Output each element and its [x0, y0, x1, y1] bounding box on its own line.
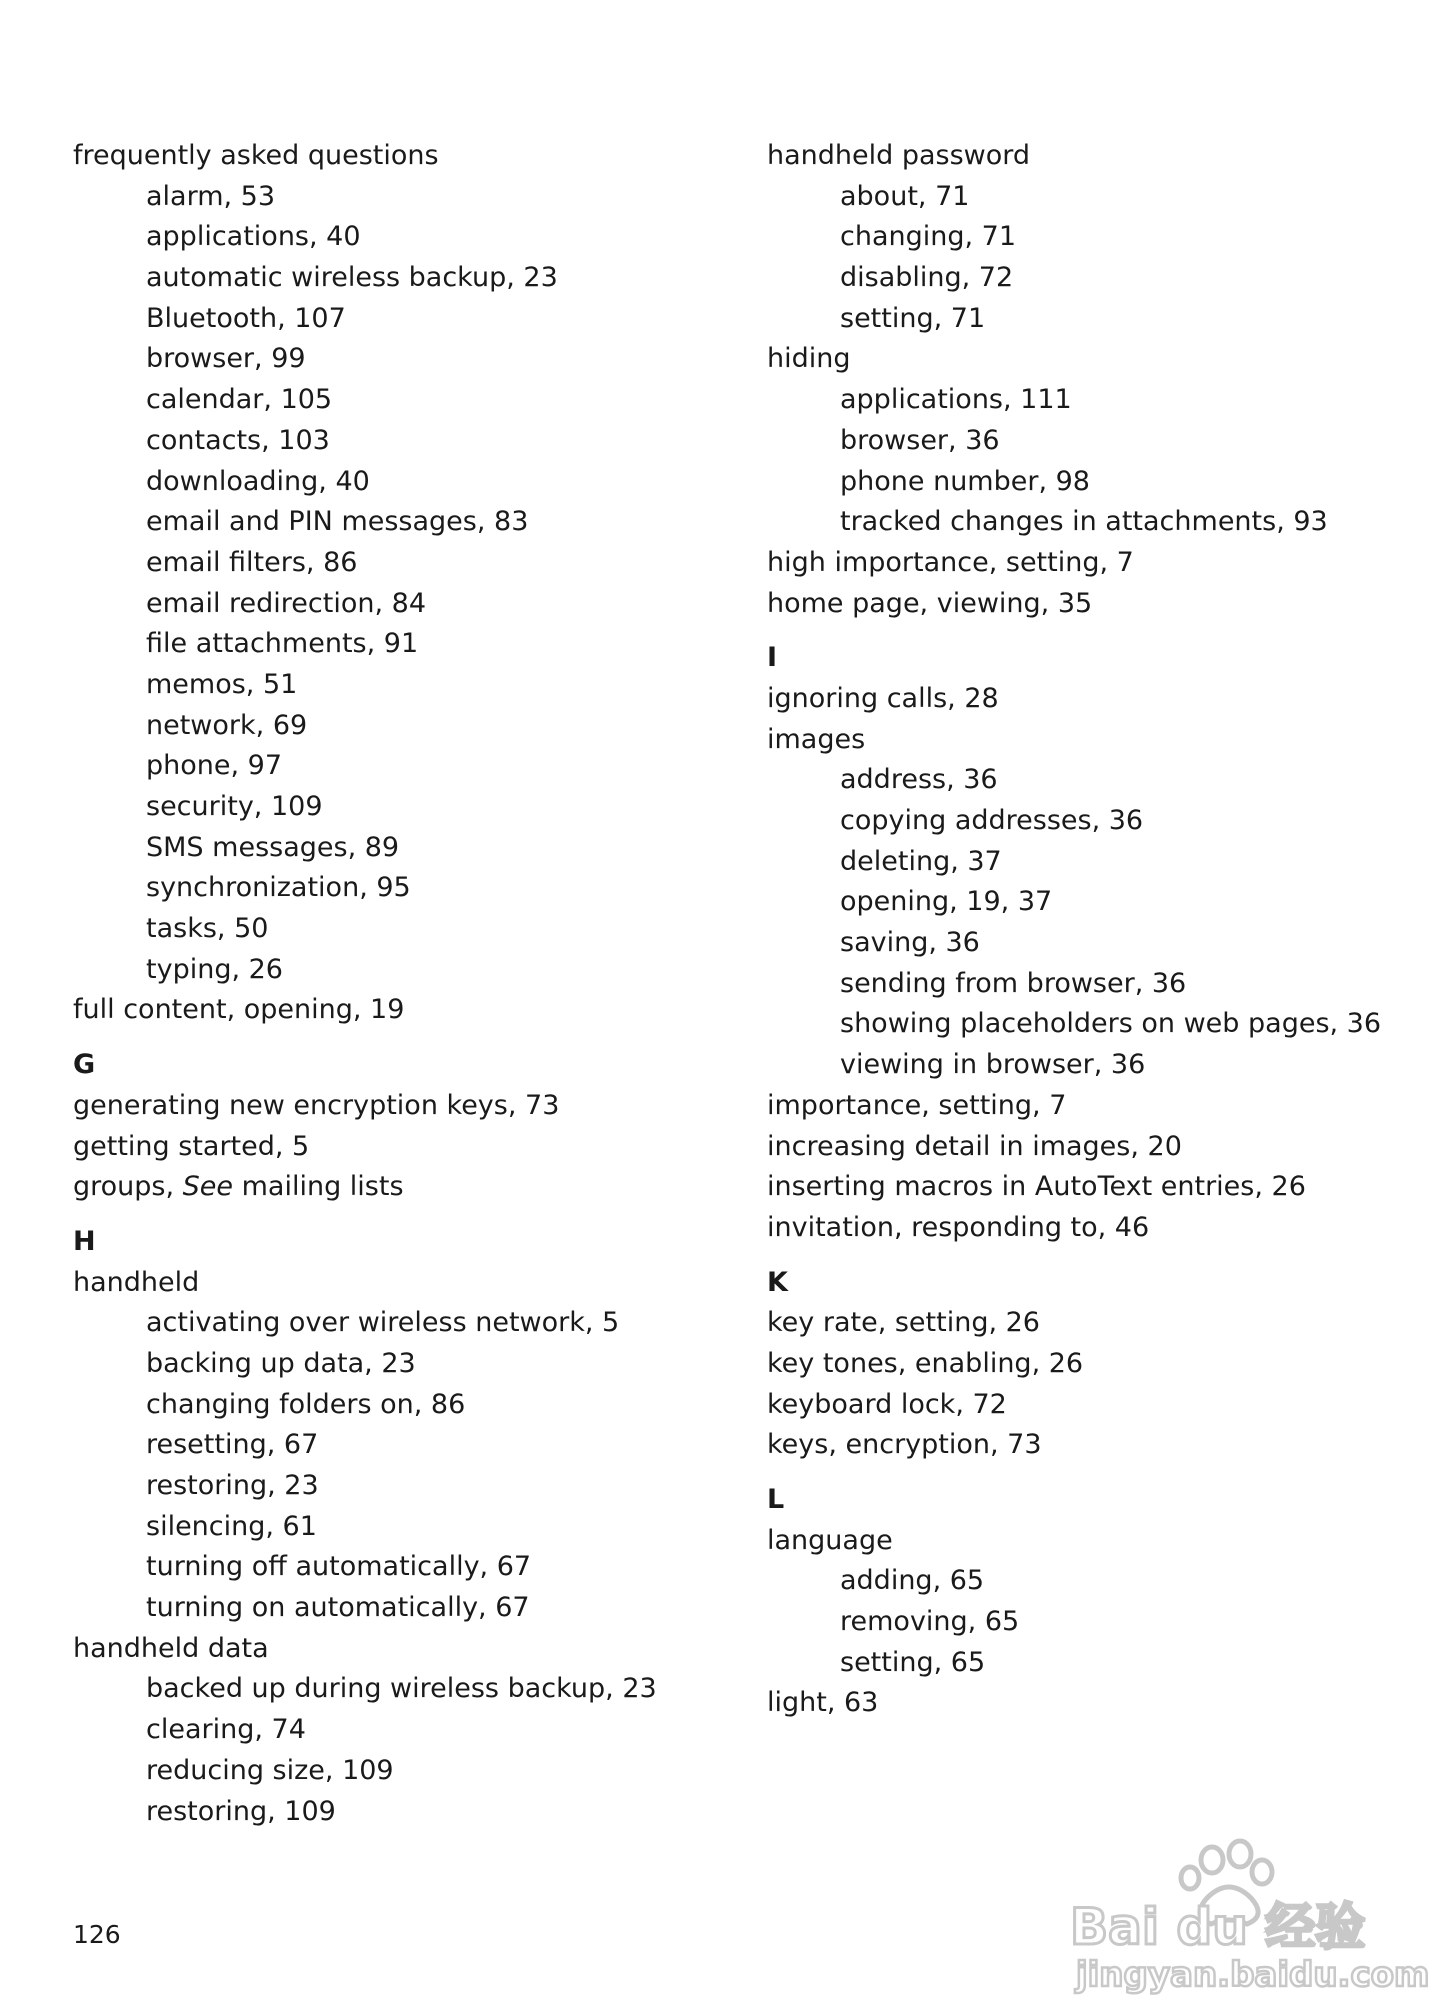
index-subentry: email redirection, 84	[146, 587, 427, 619]
index-column-left	[73, 136, 713, 1832]
index-subentry: disabling, 72	[840, 262, 1014, 294]
index-subentry: saving, 36	[840, 927, 980, 959]
index-subentry: automatic wireless backup, 23	[146, 262, 558, 294]
index-subentry: browser, 99	[146, 343, 306, 375]
index-entry: generating new encryption keys, 73	[73, 1089, 560, 1121]
index-subentry: backed up during wireless backup, 23	[146, 1673, 657, 1705]
index-entry: handheld password	[767, 140, 1031, 171]
index-subentry: adding, 65	[840, 1565, 985, 1597]
index-subentry: email and PIN messages, 83	[146, 506, 529, 538]
index-entry: high importance, setting, 7	[767, 546, 1134, 578]
section-letter: G	[73, 1049, 96, 1081]
index-subentry: reducing size, 109	[146, 1754, 394, 1786]
index-subentry: typing, 26	[146, 953, 283, 985]
index-subentry: setting, 71	[840, 302, 986, 334]
index-subentry: sending from browser, 36	[840, 967, 1187, 999]
index-entry: keys, encryption, 73	[767, 1429, 1042, 1461]
index-subentry: contacts, 103	[146, 424, 330, 456]
index-subentry: viewing in browser, 36	[840, 1049, 1146, 1081]
index-subentry: tasks, 50	[146, 913, 269, 945]
index-entry: getting started, 5	[73, 1130, 310, 1162]
index-subentry: phone, 97	[146, 750, 283, 782]
watermark-brand: Bai du 经验	[1070, 1898, 1366, 1956]
index-subentry: tracked changes in attachments, 93	[840, 506, 1328, 538]
index-subentry: turning off automatically, 67	[146, 1551, 532, 1583]
index-entry: key rate, setting, 26	[767, 1307, 1040, 1339]
section-letter: L	[767, 1484, 785, 1515]
index-entry: images	[767, 723, 866, 755]
index-subentry: SMS messages, 89	[146, 831, 400, 863]
index-entry: frequently asked questions	[73, 140, 439, 171]
page-number: 126	[73, 1920, 121, 1949]
index-entry: full content, opening, 19	[73, 994, 405, 1026]
index-entry	[73, 1167, 713, 1208]
index-subentry: Bluetooth, 107	[146, 302, 346, 334]
index-subentry: synchronization, 95	[146, 872, 411, 904]
index-entry: inserting macros in AutoText entries, 26	[767, 1171, 1306, 1203]
see-reference: See	[182, 1171, 234, 1203]
index-entry: invitation, responding to, 46	[767, 1211, 1150, 1243]
index-entry: increasing detail in images, 20	[767, 1130, 1182, 1162]
index-subentry: restoring, 23	[146, 1470, 319, 1501]
index-entry: handheld data	[73, 1632, 269, 1664]
section-letter: H	[73, 1225, 96, 1257]
index-subentry: setting, 65	[840, 1646, 986, 1678]
index-entry: light, 63	[767, 1687, 879, 1719]
index-subentry: calendar, 105	[146, 384, 333, 416]
entry-term: groups,	[73, 1171, 183, 1203]
index-subentry: email filters, 86	[146, 546, 358, 578]
index-subentry: about, 71	[840, 180, 970, 212]
index-subentry: copying addresses, 36	[840, 805, 1144, 836]
index-subentry: alarm, 53	[146, 180, 276, 212]
index-subentry: file attachments, 91	[146, 628, 419, 660]
index-subentry: showing placeholders on web pages, 36	[840, 1008, 1382, 1040]
index-subentry: turning on automatically, 67	[146, 1592, 530, 1624]
index-entry: keyboard lock, 72	[767, 1388, 1007, 1420]
index-subentry: phone number, 98	[840, 465, 1090, 497]
index-entry: hiding	[767, 343, 851, 375]
index-subentry: memos, 51	[146, 668, 298, 700]
index-column-right	[767, 136, 1407, 1724]
index-subentry: browser, 36	[840, 424, 1000, 456]
index-subentry: resetting, 67	[146, 1429, 319, 1461]
section-letter: K	[767, 1266, 788, 1298]
index-entry: importance, setting, 7	[767, 1089, 1067, 1121]
index-subentry: removing, 65	[840, 1606, 1020, 1638]
index-entry: home page, viewing, 35	[767, 587, 1093, 619]
index-subentry: deleting, 37	[840, 845, 1002, 877]
see-target: mailing lists	[233, 1171, 404, 1203]
index-subentry: activating over wireless network, 5	[146, 1307, 620, 1339]
index-subentry: restoring, 109	[146, 1795, 336, 1827]
index-subentry: security, 109	[146, 791, 323, 822]
watermark-url: jingyan.baidu.com	[1076, 1955, 1430, 1995]
index-entry: ignoring calls, 28	[767, 682, 999, 714]
index-subentry: applications, 111	[840, 384, 1072, 416]
index-subentry: clearing, 74	[146, 1714, 306, 1746]
index-subentry: applications, 40	[146, 221, 361, 253]
index-subentry: backing up data, 23	[146, 1347, 416, 1379]
section-letter: I	[767, 642, 778, 674]
index-subentry: silencing, 61	[146, 1510, 317, 1542]
index-subentry: changing, 71	[840, 221, 1017, 253]
index-entry: handheld	[73, 1266, 200, 1298]
index-subentry: opening, 19, 37	[840, 886, 1053, 918]
index-entry: key tones, enabling, 26	[767, 1347, 1084, 1379]
baidu-jingyan-watermark	[1062, 1836, 1430, 1996]
index-subentry: address, 36	[840, 764, 998, 796]
index-entry: language	[767, 1524, 893, 1556]
index-subentry: downloading, 40	[146, 465, 370, 497]
index-subentry: network, 69	[146, 709, 308, 741]
index-subentry: changing folders on, 86	[146, 1388, 466, 1420]
